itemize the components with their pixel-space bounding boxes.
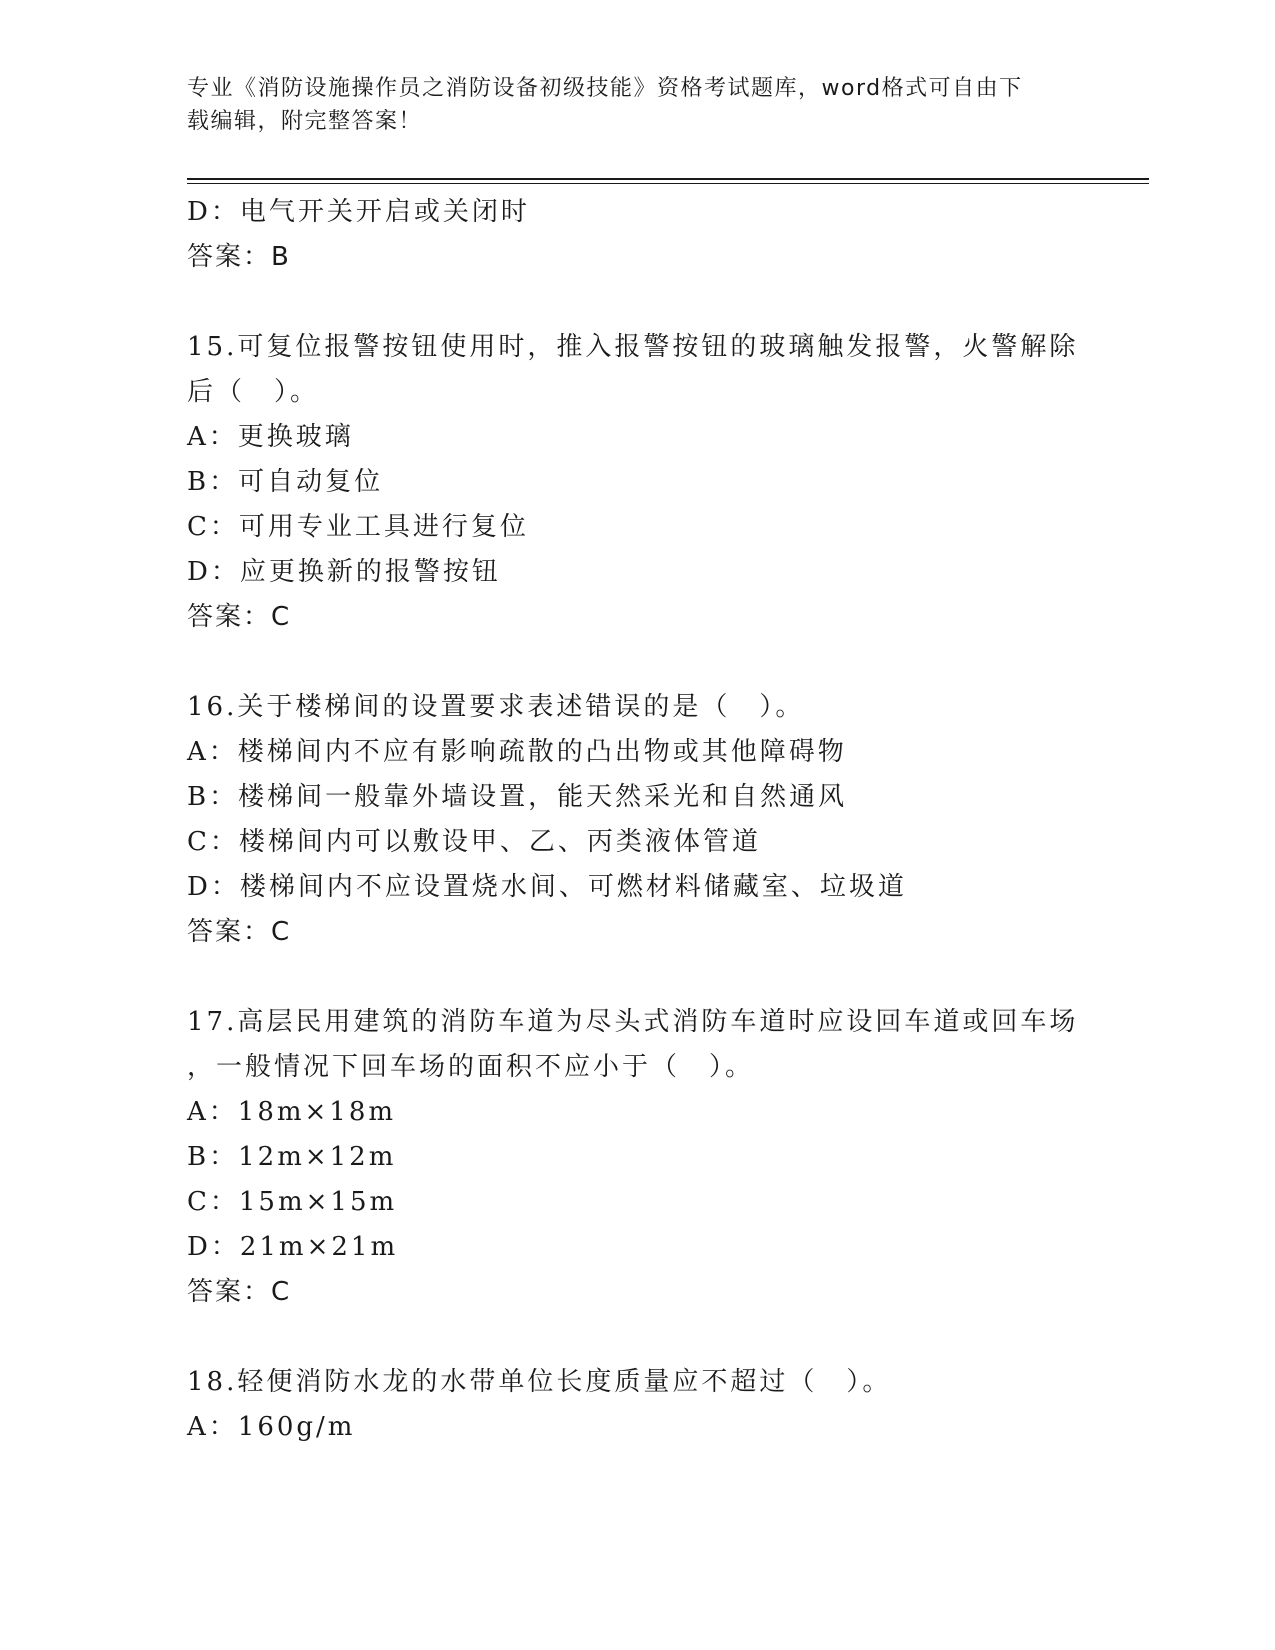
- option-b: B：12m×12m: [187, 1142, 397, 1172]
- question-15: [187, 325, 1107, 640]
- question-18: [187, 1360, 1107, 1450]
- question-list: [187, 190, 1107, 1450]
- option-c: C：15m×15m: [187, 1187, 398, 1217]
- question-17: [187, 1000, 1107, 1315]
- option-a: A：160g/m: [187, 1412, 356, 1442]
- answer: 答案：C: [187, 1277, 292, 1307]
- option-a: A：18m×18m: [187, 1097, 397, 1127]
- option-a: A：楼梯间内不应有影响疏散的凸出物或其他障碍物: [187, 737, 847, 767]
- option-b: B：楼梯间一般靠外墙设置，能天然采光和自然通风: [187, 782, 848, 812]
- option-d: D：应更换新的报警按钮: [187, 557, 501, 587]
- question-stem: 15.可复位报警按钮使用时，推入报警按钮的玻璃触发报警，火警解除: [187, 332, 1079, 362]
- header-divider-thick: [187, 178, 1149, 180]
- question-16: [187, 685, 1107, 955]
- option-c: C：可用专业工具进行复位: [187, 512, 529, 542]
- answer: 答案：C: [187, 602, 292, 632]
- option-b: B：可自动复位: [187, 467, 384, 497]
- option-d: D：21m×21m: [187, 1232, 399, 1262]
- question-stem: 17.高层民用建筑的消防车道为尽头式消防车道时应设回车道或回车场: [187, 1007, 1079, 1037]
- option-a: A：更换玻璃: [187, 422, 354, 452]
- header-line-1: 专业《消防设施操作员之消防设备初级技能》资格考试题库，word格式可自由下: [187, 76, 1023, 101]
- document-header: [187, 72, 1067, 138]
- question-stem-cont: ，一般情况下回车场的面积不应小于（ ）。: [187, 1052, 755, 1082]
- question-stem: 16.关于楼梯间的设置要求表述错误的是（ ）。: [187, 692, 805, 722]
- header-line-2: 载编辑，附完整答案！: [187, 109, 423, 134]
- prev-answer: 答案：B: [187, 242, 291, 272]
- option-c: C：楼梯间内可以敷设甲、乙、丙类液体管道: [187, 827, 761, 857]
- option-d: D：楼梯间内不应设置烧水间、可燃材料储藏室、垃圾道: [187, 872, 907, 902]
- prev-option-d: D：电气开关开启或关闭时: [187, 197, 530, 227]
- question-stem-cont: 后（ ）。: [187, 377, 320, 407]
- header-divider-thin: [187, 183, 1149, 184]
- question-stem: 18.轻便消防水龙的水带单位长度质量应不超过（ ）。: [187, 1367, 892, 1397]
- answer: 答案：C: [187, 917, 292, 947]
